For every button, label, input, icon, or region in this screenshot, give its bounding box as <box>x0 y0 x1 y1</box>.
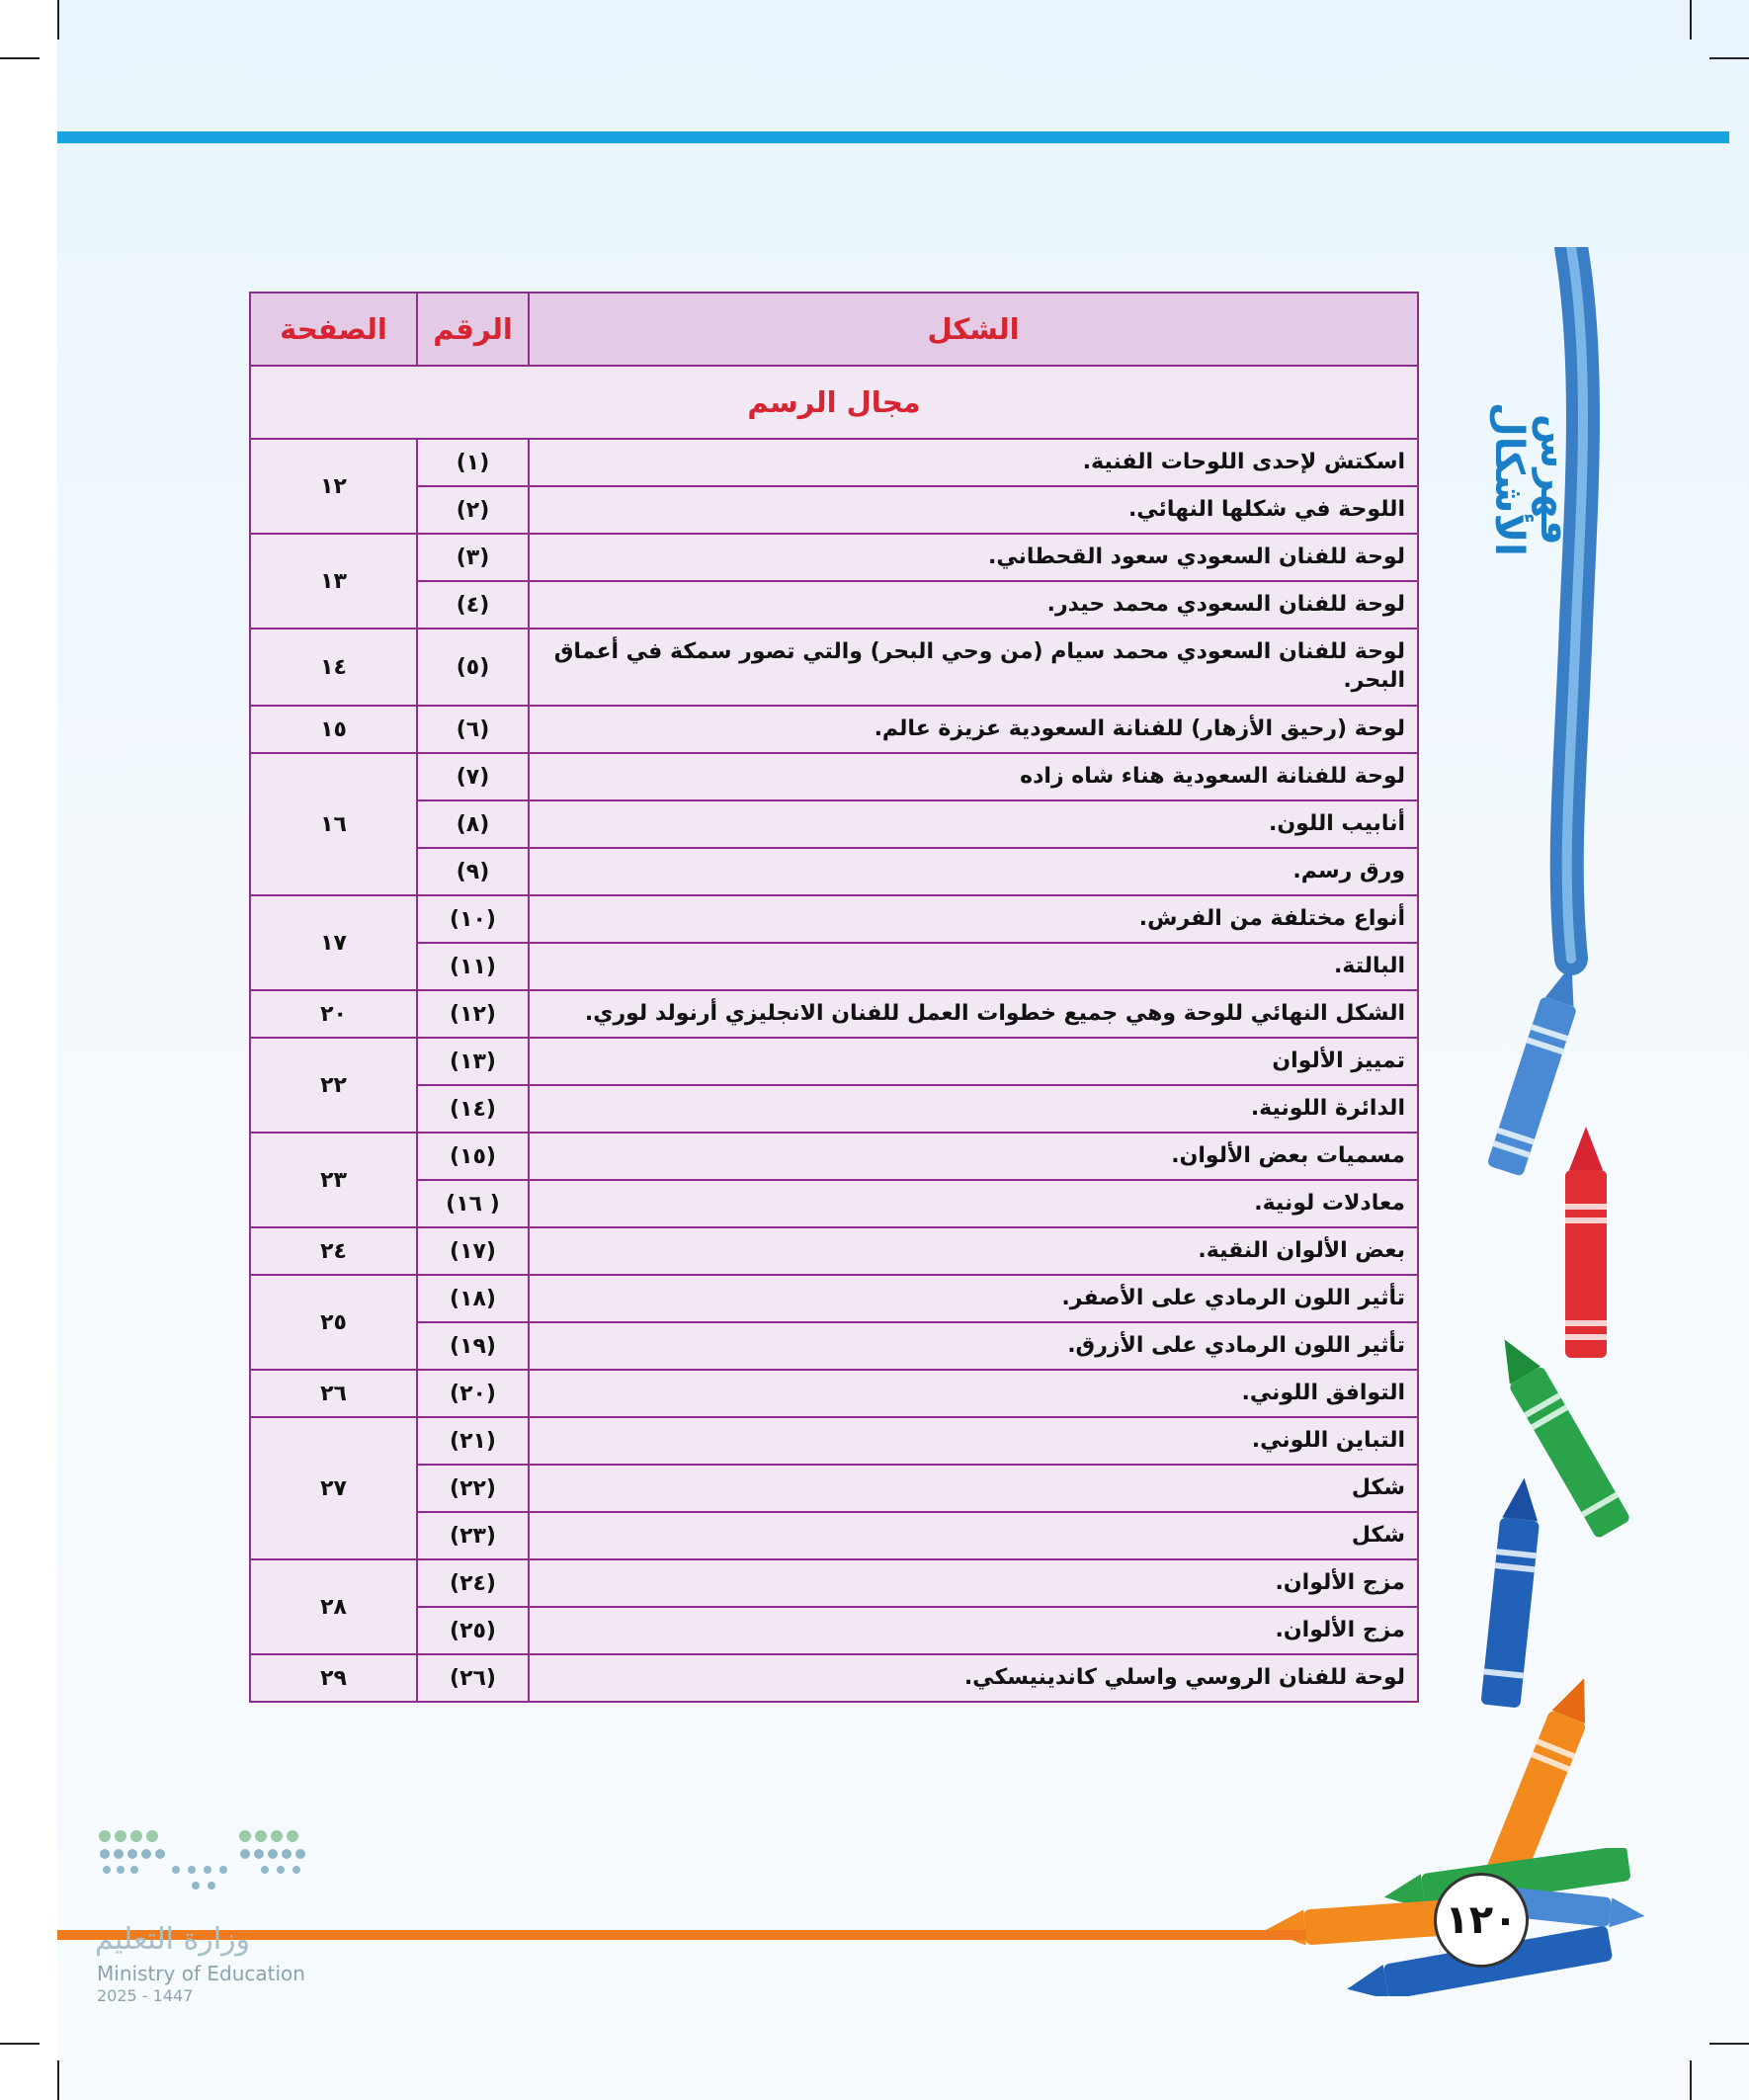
figure-number: (١١) <box>417 943 529 990</box>
figure-page: ١٥ <box>250 706 417 753</box>
section-row <box>250 366 1418 439</box>
figure-page: ٢٨ <box>250 1559 417 1654</box>
section-title: مجال الرسم <box>250 366 1418 439</box>
figure-description: الدائرة اللونية. <box>529 1085 1418 1133</box>
ministry-name-english: Ministry of Education <box>97 1962 305 1985</box>
figure-number: (١٨) <box>417 1275 529 1322</box>
crop-mark <box>57 0 59 40</box>
figure-number: (١٢) <box>417 990 529 1038</box>
top-rule <box>57 131 1729 143</box>
crop-mark <box>0 2043 40 2045</box>
figure-number: (١) <box>417 439 529 486</box>
table-row <box>250 581 1418 629</box>
crop-mark <box>1709 57 1749 59</box>
table-row <box>250 848 1418 895</box>
figure-page: ٢٤ <box>250 1227 417 1275</box>
table-row <box>250 439 1418 486</box>
figure-number: (٢٤) <box>417 1559 529 1607</box>
figure-description: تأثير اللون الرمادي على الأصفر. <box>529 1275 1418 1322</box>
figure-number: (٥) <box>417 629 529 706</box>
table-row <box>250 1465 1418 1512</box>
header-page: الصفحة <box>250 293 417 366</box>
figure-description: أنابيب اللون. <box>529 800 1418 848</box>
figure-description: لوحة للفنان السعودي سعود القحطاني. <box>529 534 1418 581</box>
figure-number: (٢) <box>417 486 529 534</box>
figure-description: لوحة للفنان الروسي واسلي كاندينيسكي. <box>529 1654 1418 1702</box>
figure-number: (٢٣) <box>417 1512 529 1559</box>
table-header-row <box>250 293 1418 366</box>
header-shape: الشكل <box>529 293 1418 366</box>
figure-page: ١٤ <box>250 629 417 706</box>
table-row <box>250 895 1418 943</box>
figure-number: ( ١٦) <box>417 1180 529 1227</box>
figure-page: ٢٣ <box>250 1133 417 1227</box>
table-row <box>250 1370 1418 1417</box>
figure-description: أنواع مختلفة من الفرش. <box>529 895 1418 943</box>
table-row <box>250 1085 1418 1133</box>
figure-number: (٨) <box>417 800 529 848</box>
crop-mark <box>1690 0 1692 40</box>
header-number: الرقم <box>417 293 529 366</box>
figure-page: ١٧ <box>250 895 417 990</box>
figure-description: لوحة للفنان السعودي محمد حيدر. <box>529 581 1418 629</box>
figure-description: مزج الألوان. <box>529 1607 1418 1654</box>
table-row <box>250 486 1418 534</box>
figure-number: (٣) <box>417 534 529 581</box>
figure-number: (١٩) <box>417 1322 529 1370</box>
figure-page: ٢٠ <box>250 990 417 1038</box>
figure-description: الشكل النهائي للوحة وهي جميع خطوات العمل للفنان الانجليزي أرنولد لوري. <box>529 990 1418 1038</box>
table-row <box>250 1607 1418 1654</box>
side-brush-stroke <box>1486 247 1640 998</box>
figure-number: (٢٥) <box>417 1607 529 1654</box>
crop-mark <box>57 2060 59 2100</box>
table-row <box>250 1512 1418 1559</box>
figure-description: بعض الألوان النقية. <box>529 1227 1418 1275</box>
ministry-logo-icon <box>97 1828 310 1897</box>
figure-description: شكل <box>529 1512 1418 1559</box>
figure-number: (١٧) <box>417 1227 529 1275</box>
table-row <box>250 800 1418 848</box>
figure-description: البالتة. <box>529 943 1418 990</box>
figure-description: لوحة للفنانة السعودية هناء شاه زاده <box>529 753 1418 800</box>
figure-number: (٢٢) <box>417 1465 529 1512</box>
figure-description: مسميات بعض الألوان. <box>529 1133 1418 1180</box>
table-row <box>250 1322 1418 1370</box>
table-row <box>250 629 1418 706</box>
figure-description: لوحة (رحيق الأزهار) للفنانة السعودية عزيزة عالم. <box>529 706 1418 753</box>
figure-page: ١٢ <box>250 439 417 534</box>
page-number: ١٢٠ <box>1434 1873 1529 1968</box>
figures-index-table <box>249 292 1419 1703</box>
figure-description: التوافق اللوني. <box>529 1370 1418 1417</box>
figure-description: اللوحة في شكلها النهائي. <box>529 486 1418 534</box>
crop-mark <box>0 57 40 59</box>
crop-mark <box>1709 2043 1749 2045</box>
table-row <box>250 1180 1418 1227</box>
figure-number: (٢٦) <box>417 1654 529 1702</box>
table-row <box>250 534 1418 581</box>
table-row <box>250 943 1418 990</box>
table-row <box>250 706 1418 753</box>
figure-page: ١٣ <box>250 534 417 629</box>
figure-page: ٢٧ <box>250 1417 417 1559</box>
figure-number: (١٠) <box>417 895 529 943</box>
figure-number: (١٥) <box>417 1133 529 1180</box>
figure-number: (٧) <box>417 753 529 800</box>
table-row <box>250 1038 1418 1085</box>
figure-description: اسكتش لإحدى اللوحات الفنية. <box>529 439 1418 486</box>
side-title: فهرس الأشكال <box>1486 402 1577 556</box>
figure-description: تأثير اللون الرمادي على الأزرق. <box>529 1322 1418 1370</box>
figure-number: (١٤) <box>417 1085 529 1133</box>
table-row <box>250 1559 1418 1607</box>
table-row <box>250 1654 1418 1702</box>
table-row <box>250 1227 1418 1275</box>
figure-number: (١٣) <box>417 1038 529 1085</box>
table-row <box>250 1133 1418 1180</box>
figure-description: معادلات لونية. <box>529 1180 1418 1227</box>
table-row <box>250 753 1418 800</box>
figure-number: (٤) <box>417 581 529 629</box>
figure-number: (٩) <box>417 848 529 895</box>
table-row <box>250 1275 1418 1322</box>
figure-page: ٢٦ <box>250 1370 417 1417</box>
figure-page: ٢٢ <box>250 1038 417 1133</box>
table-row <box>250 1417 1418 1465</box>
figure-number: (٢١) <box>417 1417 529 1465</box>
ministry-year: 2025 - 1447 <box>97 1986 194 2005</box>
figure-number: (٢٠) <box>417 1370 529 1417</box>
figure-page: ٢٥ <box>250 1275 417 1370</box>
figure-description: مزج الألوان. <box>529 1559 1418 1607</box>
ministry-name-arabic: وزارة التعليم <box>95 1922 251 1957</box>
figure-description: التباين اللوني. <box>529 1417 1418 1465</box>
figure-description: شكل <box>529 1465 1418 1512</box>
figure-page: ٢٩ <box>250 1654 417 1702</box>
figure-description: ورق رسم. <box>529 848 1418 895</box>
figure-description: تمييز الألوان <box>529 1038 1418 1085</box>
figure-page: ١٦ <box>250 753 417 895</box>
crop-mark <box>1690 2060 1692 2100</box>
figure-number: (٦) <box>417 706 529 753</box>
figure-description: لوحة للفنان السعودي محمد سيام (من وحي البحر) والتي تصور سمكة في أعماق البحر. <box>529 629 1418 706</box>
table-row <box>250 990 1418 1038</box>
